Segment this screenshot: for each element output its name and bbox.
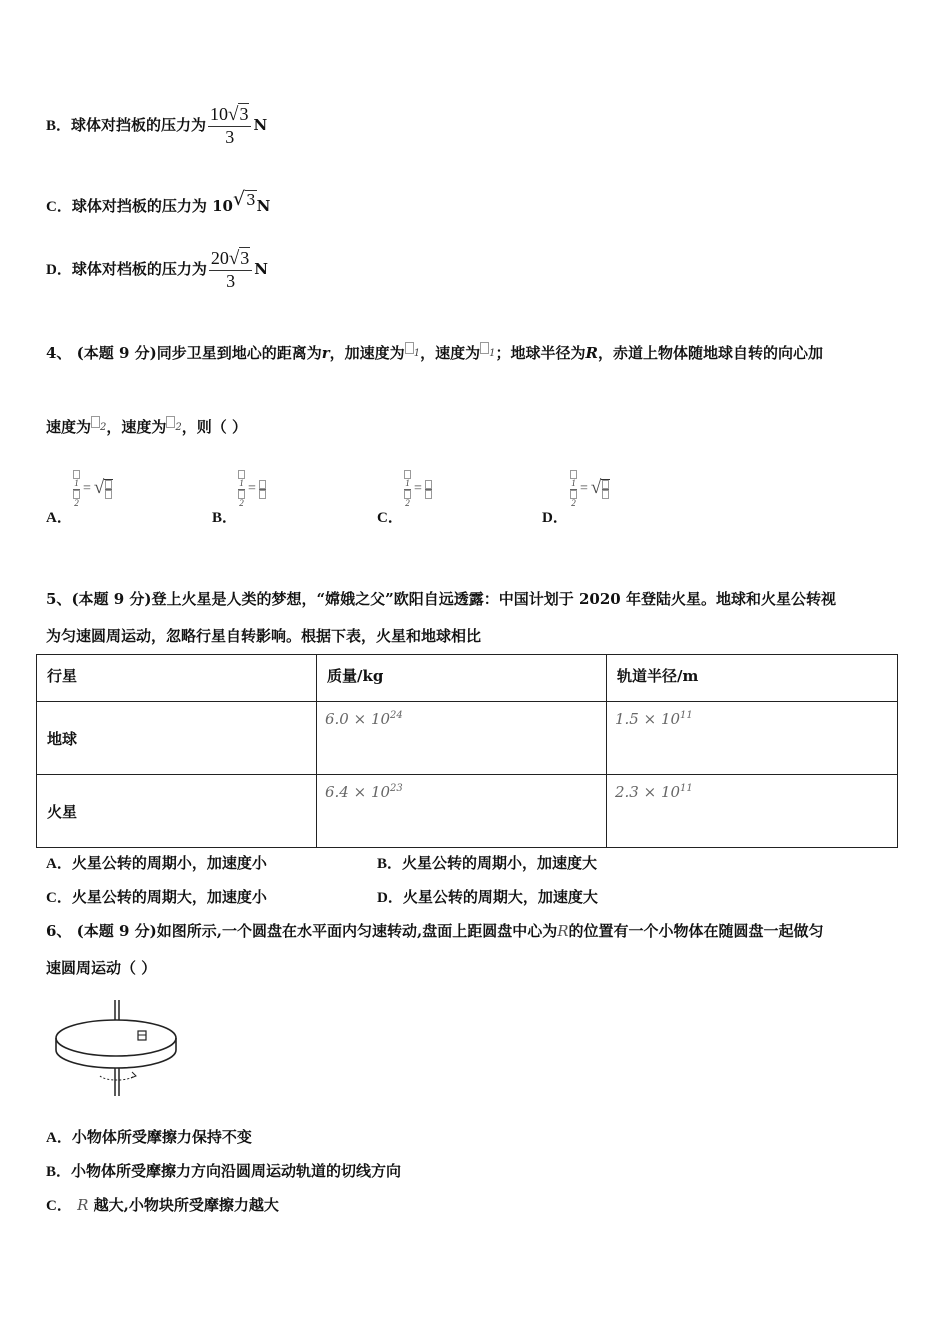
mass-value: $6.4 \times 10^{23}$ [325, 783, 403, 801]
q4-stem-line2: 速度为 2，速度为 2，则（ ） [46, 418, 248, 436]
q5-stem-line2: 为匀速圆周运动，忽略行星自转影响。根据下表，火星和地球相比 [46, 627, 482, 645]
q4-option-d[interactable]: D． [542, 510, 568, 526]
unit: N [256, 197, 271, 215]
planet-name: 火星 [47, 802, 78, 821]
q3-option-d[interactable] [46, 248, 268, 292]
q4-stem-line1: 4、 (本题 9 分)同步卫星到地心的距离为r，加速度为 1，速度为 1；地球半径为R，赤道上物体随地球自转的向心加 [46, 344, 823, 362]
q6-option-a[interactable]: A．小物体所受摩擦力保持不变 [46, 1128, 252, 1146]
radius-value: $2.3 \times 10^{11}$ [615, 783, 693, 801]
table-header-row [37, 655, 898, 702]
option-text: 球体对档板的压力为 [71, 259, 207, 278]
q6-stem-line1: 6、 (本题 9 分)如图所示,一个圆盘在水平面内匀速转动,盘面上距圆盘中心为R的位置有一个小物体在随圆盘一起做匀 [46, 922, 824, 940]
placeholder-icon [405, 342, 414, 354]
var-r: r [321, 344, 330, 362]
q5-option-b[interactable]: B．火星公转的周期小，加速度大 [377, 854, 598, 872]
unit: N [253, 115, 268, 134]
sqrt: √3 [232, 188, 256, 210]
fraction: $\frac{20√3}{3}$ [209, 248, 252, 292]
var-R: R [557, 922, 569, 940]
placeholder-icon [91, 416, 100, 428]
table-row [37, 702, 898, 775]
table-header: 轨道半径/m [617, 667, 699, 685]
q6-stem-line2: 速圆周运动（ ） [46, 959, 157, 977]
q4-option-b[interactable]: B． [212, 510, 238, 526]
option-label: C． [46, 199, 72, 215]
table-header: 行星 [47, 667, 78, 685]
q4-option-a[interactable]: A． [46, 510, 72, 526]
q6-option-c[interactable]: C． R 越大,小物块所受摩擦力越大 [46, 1196, 279, 1214]
q3-option-b[interactable] [46, 104, 267, 148]
radius-value: $1.5 \times 10^{11}$ [615, 710, 693, 728]
unit: N [254, 259, 269, 278]
disk-diagram-icon [52, 998, 192, 1098]
option-text: 球体对挡板的压力为 10 [71, 197, 233, 215]
var-R: R [585, 344, 598, 362]
q3-option-c[interactable] [46, 188, 270, 216]
q4-formula-a: $\frac{1}{2}$ = √ [73, 470, 113, 509]
rotating-disk-figure [52, 998, 192, 1102]
table-header: 质量/kg [327, 667, 384, 685]
mass-value: $6.0 \times 10^{24}$ [325, 710, 403, 728]
q5-option-a[interactable]: A．火星公转的周期小，加速度小 [46, 854, 267, 872]
option-label: D． [46, 261, 72, 278]
q4-formula-b: $\frac{1}{2}$ = [238, 470, 266, 509]
placeholder-icon [480, 342, 489, 354]
q4-option-c[interactable]: C． [377, 510, 403, 526]
table-row [37, 775, 898, 848]
q5-stem-line1: 5、(本题 9 分)登上火星是人类的梦想，“嫦娥之父”欧阳自远透露：中国计划于 2020 年登陆火星。地球和火星公转视 [46, 590, 836, 608]
q4-formula-c: $\frac{1}{2}$ = [404, 470, 432, 509]
option-label: B． [46, 117, 72, 134]
q4-formula-d: $\frac{1}{2}$ = √ [570, 470, 610, 509]
planet-table [36, 654, 898, 848]
planet-name: 地球 [47, 729, 78, 748]
fraction: $\frac{10√3}{3}$ [208, 104, 251, 148]
q5-option-c[interactable]: C．火星公转的周期大，加速度小 [46, 888, 267, 906]
q6-option-b[interactable]: B．小物体所受摩擦力方向沿圆周运动轨道的切线方向 [46, 1162, 402, 1180]
q5-option-d[interactable]: D．火星公转的周期大，加速度大 [377, 888, 598, 906]
option-text: 球体对挡板的压力为 [71, 115, 207, 134]
